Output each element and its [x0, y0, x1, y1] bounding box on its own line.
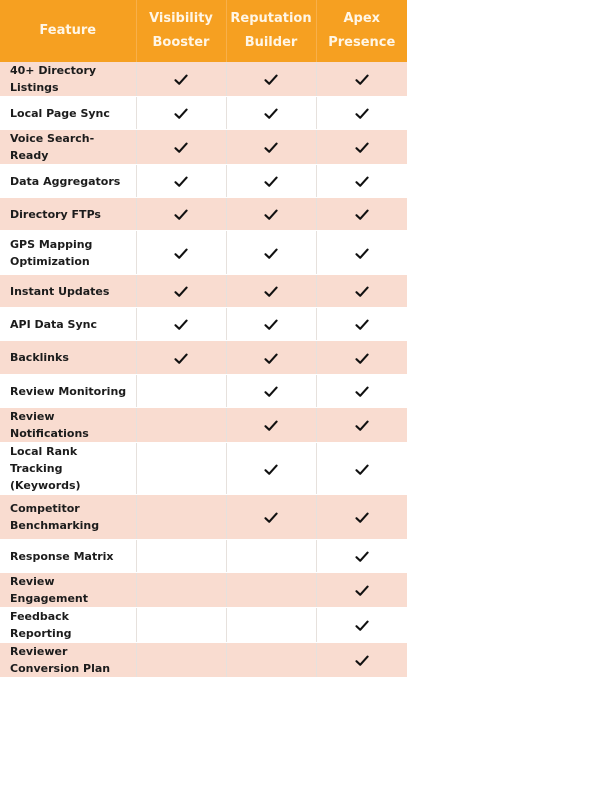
feature-label: Directory FTPs	[10, 207, 101, 221]
feature-label: GPS Mapping	[10, 237, 93, 251]
checkmark-icon	[174, 209, 188, 221]
plan-cell-reputation-builder	[226, 231, 316, 275]
checkmark-icon	[174, 142, 188, 154]
checkmark-icon	[355, 464, 369, 476]
plan-cell-reputation-builder	[226, 375, 316, 408]
table-row	[0, 573, 407, 608]
plan-cell-apex-presence	[316, 443, 407, 495]
table-row	[0, 341, 407, 375]
table-row	[0, 443, 407, 495]
feature-label: Reviewer	[10, 645, 68, 658]
table-header	[0, 0, 407, 62]
checkmark-icon	[355, 386, 369, 398]
plan-cell-visibility-booster	[136, 643, 226, 678]
plan-cell-reputation-builder	[226, 408, 316, 443]
plan-cell-visibility-booster	[136, 97, 226, 130]
feature-cell	[0, 375, 136, 408]
plan-cell-visibility-booster	[136, 231, 226, 275]
feature-label: Backlinks	[10, 351, 69, 364]
header-plan-visibility-booster	[136, 0, 226, 62]
checkmark-icon	[264, 464, 278, 476]
plan-cell-reputation-builder	[226, 495, 316, 540]
checkmark-icon	[264, 176, 278, 188]
plan-cell-visibility-booster	[136, 608, 226, 643]
feature-cell	[0, 540, 136, 573]
header-plan-label: Apex	[343, 11, 381, 26]
plan-cell-apex-presence	[316, 97, 407, 130]
table-row	[0, 408, 407, 443]
checkmark-icon	[355, 655, 369, 667]
feature-label: 40+ Directory	[10, 64, 97, 77]
plan-cell-reputation-builder	[226, 608, 316, 643]
plan-cell-visibility-booster	[136, 443, 226, 495]
checkmark-icon	[174, 176, 188, 188]
checkmark-icon	[264, 386, 278, 398]
plan-cell-apex-presence	[316, 495, 407, 540]
feature-cell	[0, 443, 136, 495]
header-plan-label: Builder	[244, 35, 298, 50]
checkmark-icon	[264, 353, 278, 365]
checkmark-icon	[355, 108, 369, 120]
plan-cell-apex-presence	[316, 308, 407, 341]
checkmark-icon	[174, 248, 188, 260]
header-row	[0, 0, 407, 62]
plan-cell-reputation-builder	[226, 130, 316, 165]
header-feature	[0, 0, 136, 62]
plan-cell-reputation-builder	[226, 341, 316, 375]
table-row	[0, 643, 407, 678]
table-row	[0, 275, 407, 308]
plan-cell-apex-presence	[316, 275, 407, 308]
plan-cell-apex-presence	[316, 375, 407, 408]
feature-cell	[0, 198, 136, 231]
checkmark-icon	[355, 142, 369, 154]
header-plan-reputation-builder	[226, 0, 316, 62]
feature-label: Optimization	[10, 254, 90, 268]
checkmark-icon	[174, 108, 188, 120]
plan-cell-visibility-booster	[136, 341, 226, 375]
header-feature-label: Feature	[39, 23, 97, 38]
feature-cell	[0, 608, 136, 643]
feature-label: Competitor	[10, 502, 80, 515]
header-plan-label: Visibility	[149, 11, 213, 26]
plan-cell-reputation-builder	[226, 62, 316, 97]
checkmark-icon	[355, 248, 369, 260]
table-row	[0, 198, 407, 231]
checkmark-icon	[355, 319, 369, 331]
feature-label: Data Aggregators	[10, 174, 121, 188]
feature-cell	[0, 573, 136, 608]
feature-label: Local Rank Tracking	[10, 445, 78, 475]
plan-cell-visibility-booster	[136, 573, 226, 608]
feature-label: Review Engagement	[10, 575, 88, 605]
feature-cell	[0, 495, 136, 540]
plan-cell-reputation-builder	[226, 308, 316, 341]
header-plan-label: Presence	[328, 35, 396, 50]
plan-cell-apex-presence	[316, 165, 407, 198]
checkmark-icon	[264, 142, 278, 154]
plan-cell-reputation-builder	[226, 573, 316, 608]
checkmark-icon	[355, 353, 369, 365]
plan-cell-apex-presence	[316, 408, 407, 443]
checkmark-icon	[264, 74, 278, 86]
plan-cell-reputation-builder	[226, 198, 316, 231]
plan-cell-apex-presence	[316, 130, 407, 165]
feature-cell	[0, 62, 136, 97]
feature-cell	[0, 341, 136, 375]
plan-cell-reputation-builder	[226, 275, 316, 308]
feature-cell	[0, 408, 136, 443]
feature-cell	[0, 130, 136, 165]
feature-cell	[0, 231, 136, 275]
checkmark-icon	[264, 319, 278, 331]
feature-label: Review Notifications	[10, 410, 89, 440]
checkmark-icon	[355, 512, 369, 524]
plan-cell-visibility-booster	[136, 495, 226, 540]
table-row	[0, 308, 407, 341]
feature-cell	[0, 643, 136, 678]
table-row	[0, 375, 407, 408]
feature-label: (Keywords)	[10, 479, 81, 492]
feature-label: Review Monitoring	[10, 384, 127, 398]
plan-cell-reputation-builder	[226, 443, 316, 495]
checkmark-icon	[355, 420, 369, 432]
plan-cell-visibility-booster	[136, 540, 226, 573]
checkmark-icon	[264, 248, 278, 260]
checkmark-icon	[355, 551, 369, 563]
plan-cell-apex-presence	[316, 62, 407, 97]
table-row	[0, 165, 407, 198]
table-body	[0, 62, 407, 678]
checkmark-icon	[174, 74, 188, 86]
checkmark-icon	[355, 585, 369, 597]
plan-cell-visibility-booster	[136, 408, 226, 443]
feature-label: Benchmarking	[10, 519, 100, 532]
table-row	[0, 62, 407, 97]
feature-label: Conversion Plan	[10, 662, 111, 675]
checkmark-icon	[264, 512, 278, 524]
feature-label: Local Page Sync	[10, 106, 110, 120]
plan-cell-reputation-builder	[226, 165, 316, 198]
plan-cell-reputation-builder	[226, 540, 316, 573]
plan-cell-visibility-booster	[136, 165, 226, 198]
checkmark-icon	[355, 620, 369, 632]
plan-cell-apex-presence	[316, 643, 407, 678]
checkmark-icon	[264, 286, 278, 298]
plan-cell-visibility-booster	[136, 375, 226, 408]
feature-cell	[0, 165, 136, 198]
plan-cell-apex-presence	[316, 198, 407, 231]
feature-cell	[0, 308, 136, 341]
checkmark-icon	[355, 74, 369, 86]
feature-cell	[0, 275, 136, 308]
checkmark-icon	[174, 286, 188, 298]
checkmark-icon	[264, 209, 278, 221]
feature-cell	[0, 97, 136, 130]
plan-cell-apex-presence	[316, 608, 407, 643]
plan-cell-apex-presence	[316, 573, 407, 608]
table-row	[0, 608, 407, 643]
feature-label: API Data Sync	[10, 317, 98, 331]
checkmark-icon	[174, 353, 188, 365]
feature-label: Feedback Reporting	[10, 610, 72, 640]
plan-cell-apex-presence	[316, 231, 407, 275]
table-row	[0, 231, 407, 275]
table-row	[0, 130, 407, 165]
plan-cell-reputation-builder	[226, 643, 316, 678]
table-row	[0, 97, 407, 130]
checkmark-icon	[355, 209, 369, 221]
feature-label: Listings	[10, 81, 59, 94]
plan-cell-apex-presence	[316, 341, 407, 375]
feature-label: Voice Search-Ready	[10, 132, 95, 162]
table-row	[0, 495, 407, 540]
feature-label: Instant Updates	[10, 284, 110, 298]
checkmark-icon	[174, 319, 188, 331]
header-plan-label: Booster	[152, 35, 210, 50]
checkmark-icon	[355, 286, 369, 298]
checkmark-icon	[264, 108, 278, 120]
plan-cell-apex-presence	[316, 540, 407, 573]
header-plan-apex-presence	[316, 0, 407, 62]
plan-cell-visibility-booster	[136, 275, 226, 308]
plan-cell-visibility-booster	[136, 130, 226, 165]
checkmark-icon	[355, 176, 369, 188]
plan-cell-visibility-booster	[136, 198, 226, 231]
plan-cell-visibility-booster	[136, 308, 226, 341]
feature-label: Response Matrix	[10, 549, 114, 563]
plan-cell-visibility-booster	[136, 62, 226, 97]
table-row	[0, 540, 407, 573]
header-plan-label: Reputation	[230, 11, 312, 26]
checkmark-icon	[264, 420, 278, 432]
plan-cell-reputation-builder	[226, 97, 316, 130]
